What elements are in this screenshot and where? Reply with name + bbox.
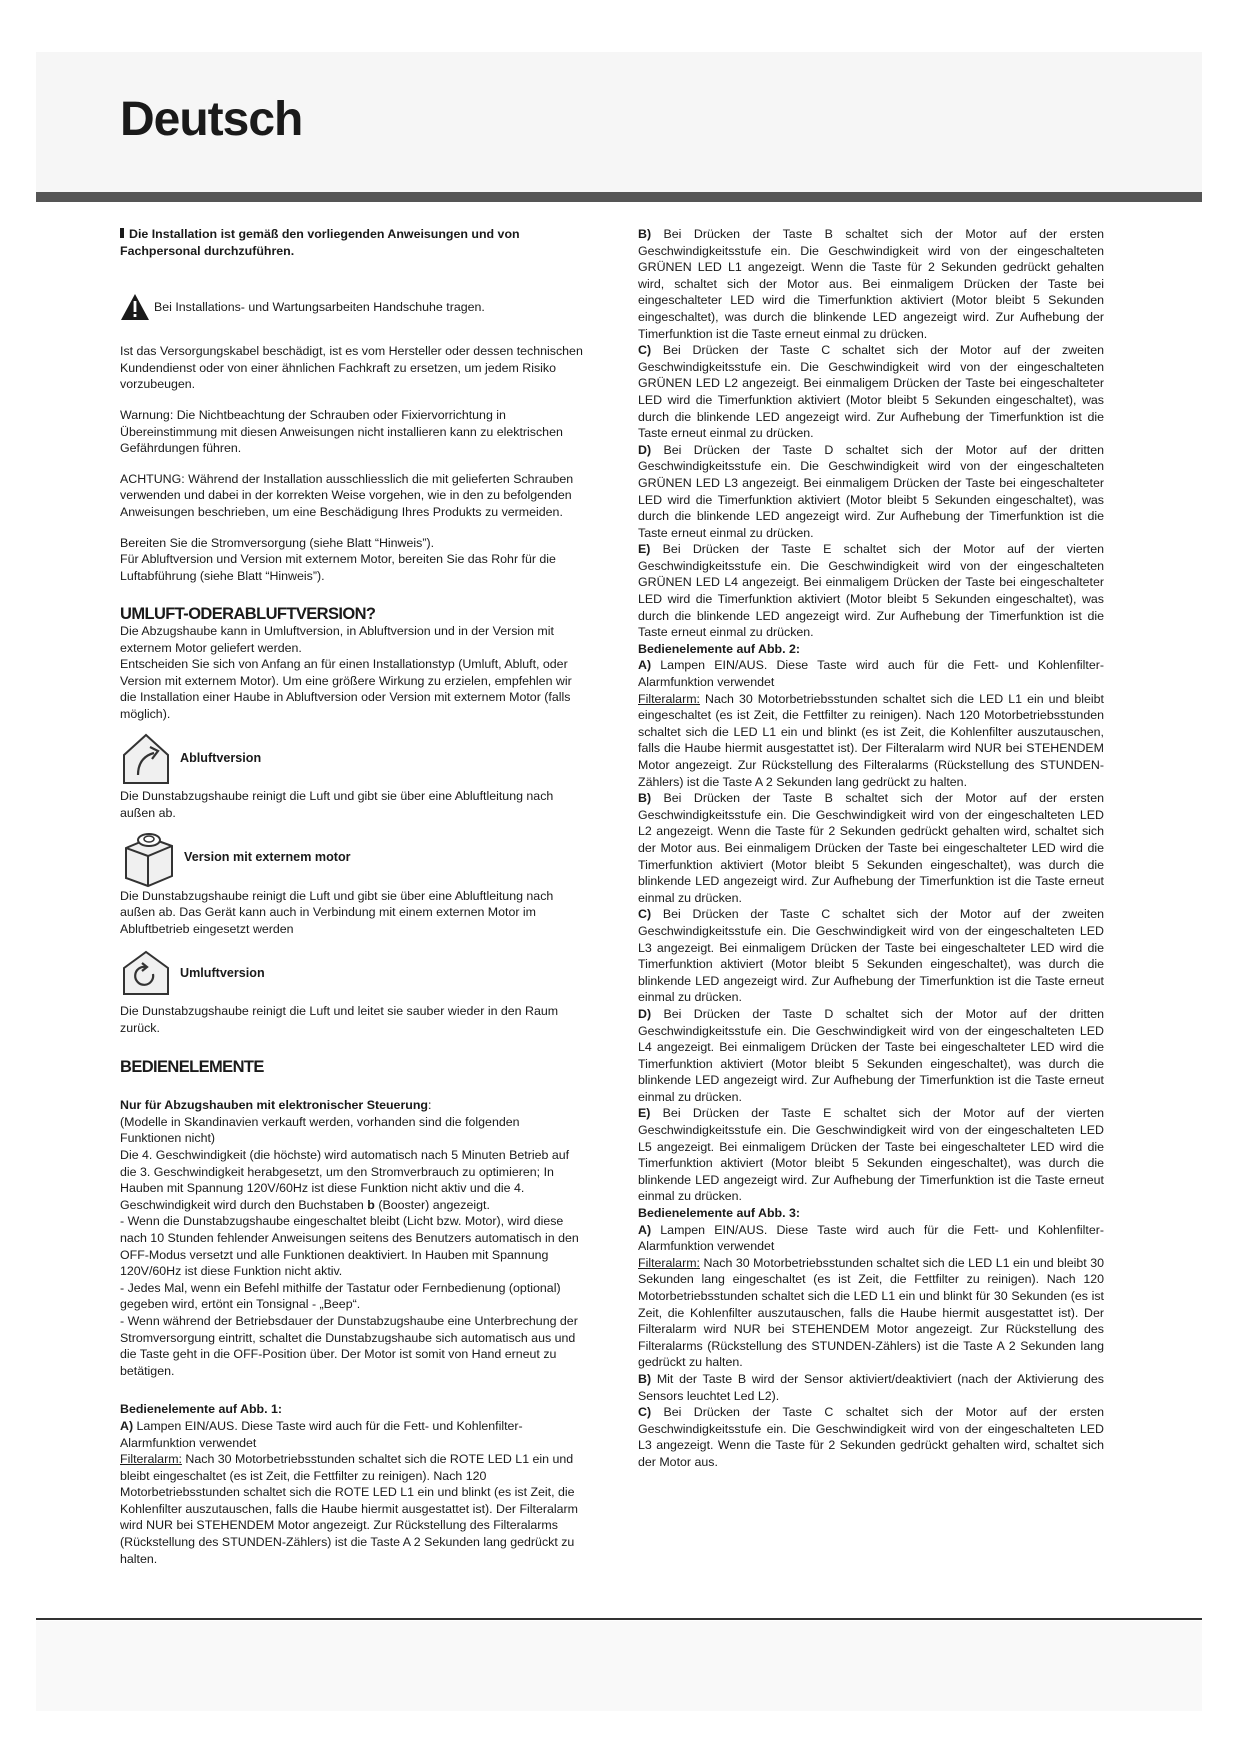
bottom-divider — [36, 1618, 1202, 1620]
abluft-version-label: Abluftversion — [180, 751, 262, 766]
controls-note: (Modelle in Skandinavien verkauft werden, vorhanden sind die folgenden Funktionen nicht) — [120, 1114, 520, 1146]
ducted-house-icon — [120, 731, 172, 785]
abb3-heading: Bedienelemente auf Abb. 3: — [638, 1206, 801, 1221]
duct-paragraph: Für Abluftversion und Version mit externem Motor, bereiten Sie das Rohr für die Luftabführung (siehe Blatt “Hinweis”). — [120, 552, 556, 583]
abb1-item-d: D) Bei Drücken der Taste D schaltet sich der Motor auf der dritten Geschwindigkeitsstufe ein. Die Geschwindigkeit wird von der eingeschalteten GRÜNEN LED L3 angezeigt. Bei einmaligem Drücken der Taste bei eingeschalteter LED wird die Timerfunktion aktiviert (Motor bleibt 5 Sekunden eingeschaltet), was durch die blinkende LED angezeigt wird. Zur Aufhebung der Timerfunktion ist die Taste erneut einmal zu drücken. — [638, 442, 1104, 540]
intro-warning: Die Installation ist gemäß den vorliegenden Anweisungen und von Fachpersonal durchzuführen. — [120, 227, 520, 258]
abb2-item-e: E) Bei Drücken der Taste E schaltet sich der Motor auf der vierten Geschwindigkeitsstufe ein. Die Geschwindigkeit wird von der eingeschalteten LED L5 angezeigt. Bei einmaligem Drücken der Taste bei eingeschalteter LED wird die Timerfunktion aktiviert (Motor bleibt 5 Sekunden eingeschaltet), was durch die blinkende LED angezeigt wird. Zur Aufhebung der Timerfunktion ist die Taste erneut einmal zu drücken. — [638, 1106, 1104, 1204]
external-motor-label: Version mit externem motor — [184, 850, 351, 865]
section-heading-controls: BEDIENELEMENTE — [120, 1057, 264, 1076]
left-column — [120, 226, 584, 1567]
abb2-heading: Bedienelemente auf Abb. 2: — [638, 641, 801, 656]
abb2-item-c: C) Bei Drücken der Taste C schaltet sich der Motor auf der zweiten Geschwindigkeitsstufe ein. Die Geschwindigkeit wird von der eingeschalteten LED L3 angezeigt. Bei einmaligem Drücken der Taste bei eingeschalteter LED wird die Timerfunktion aktiviert (Motor bleibt 5 Sekunden eingeschaltet), was durch die blinkende LED angezeigt wird. Zur Aufhebung der Timerfunktion ist die Taste erneut einmal zu drücken. — [638, 907, 1104, 1005]
abb1-filter-alarm: Filteralarm: Nach 30 Motorbetriebsstunden schaltet sich die ROTE LED L1 ein und bleibt eingeschaltet (es ist Zeit, die Fettfilter zu reinigen). Nach 120 Motorbetriebsstunden schaltet sich die ROTE LED L1 ein und blinkt (es ist Zeit, die Kohlenfilter auszutauschen, falls die Haube hiermit ausgestattet ist). Der Filteralarm wird NUR bei STEHENDEM Motor angezeigt. Zur Rückstellung des Filteralarms (Rückstellung des STUNDEN-Zählers) ist die Taste A 2 Sekunden lang gedrückt zu halten. — [120, 1452, 578, 1566]
warning-triangle-icon — [120, 293, 150, 321]
abb3-filter-alarm: Filteralarm: Nach 30 Motorbetriebsstunden schaltet sich die LED L1 ein und bleibt 30 Sekunden lang eingeschaltet (es ist Zeit, die Fettfilter zu reinigen). Nach 120 Motorbetriebsstunden schaltet sich die LED L1 ein und blinkt für 30 Sekunden (es ist Zeit, die Kohlenfilter auszutauschen, falls die Haube hiermit ausgestattet ist). Der Filteralarm wird NUR bei STEHENDEM Motor angezeigt. Zur Rückstellung des Filteralarms (Rückstellung des STUNDEN-Zählers) ist die Taste A 2 Sekunden lang gedrückt zu halten. — [638, 1255, 1104, 1370]
version-intro: Die Abzugshaube kann in Umluftversion, in Abluftversion und in der Version mit externem Motor geliefert werden. — [120, 623, 554, 655]
bullet-square-icon — [120, 228, 124, 238]
gloves-note: Bei Installations- und Wartungsarbeiten Handschuhe tragen. — [154, 299, 485, 314]
footer-band — [36, 1621, 1202, 1711]
abb3-item-a: A) Lampen EIN/AUS. Diese Taste wird auch für die Fett- und Kohlenfilter-Alarmfunktion verwendet — [638, 1222, 1104, 1254]
umluft-version-label: Umluftversion — [180, 966, 265, 981]
version-advice: Entscheiden Sie sich von Anfang an für einen Installationstyp (Umluft, Abluft, oder Version mit externem Motor). Um eine größere Wirkung zu erzielen, empfehlen wir die Installation einer Haube in Abluftversion oder Version mit externem Motor (falls möglich). — [120, 657, 572, 721]
controls-subheading: Nur für Abzugshauben mit elektronischer Steuerung: — [120, 1098, 432, 1113]
abb1-item-e: E) Bei Drücken der Taste E schaltet sich der Motor auf der vierten Geschwindigkeitsstufe ein. Die Geschwindigkeit wird von der eingeschalteten GRÜNEN LED L4 angezeigt. Bei einmaligem Drücken der Taste bei eingeschalteter LED wird die Timerfunktion aktiviert (Motor bleibt 5 Sekunden eingeschaltet), was durch die blinkende LED angezeigt wird. Zur Aufhebung der Timerfunktion ist die Taste erneut einmal zu drücken. — [638, 542, 1104, 640]
abb1-item-a: A) Lampen EIN/AUS. Diese Taste wird auch für die Fett- und Kohlenfilter-Alarmfunktion verwendet — [120, 1418, 523, 1450]
controls-beep-paragraph: - Jedes Mal, wenn ein Befehl mithilfe der Tastatur oder Fernbedienung (optional) gegeben wird, ertönt ein Tonsignal - „Beep“. — [120, 1280, 561, 1312]
abluft-version-row — [120, 728, 584, 788]
abluft-version-text: Die Dunstabzugshaube reinigt die Luft und gibt sie über eine Abluftleitung nach außen ab. — [120, 789, 554, 821]
abb2-filter-alarm: Filteralarm: Nach 30 Motorbetriebsstunden schaltet sich die LED L1 ein und bleibt eingeschaltet (es ist Zeit, die Fettfilter zu reinigen). Nach 120 Motorbetriebsstunden schaltet sich die LED L1 ein und blinkt (es ist Zeit, die Kohlenfilter auszutauschen, falls die Haube hiermit ausgestattet ist). Der Filteralarm wird NUR bei STEHENDEM Motor angezeigt. Zur Rückstellung des Filteralarms (Rückstellung des STUNDEN-Zählers) ist die Taste A 2 Sekunden lang gedrückt zu halten. — [638, 691, 1104, 789]
external-motor-text: Die Dunstabzugshaube reinigt die Luft und gibt sie über eine Abluftleitung nach außen ab. Das Gerät kann auch in Verbindung mit einem externen Motor im Abluftbetrieb eingesetzt werden — [120, 888, 554, 936]
abb3-item-c: C) Bei Drücken der Taste C schaltet sich der Motor auf der ersten Geschwindigkeitsstufe ein. Die Geschwindigkeit wird von der eingeschalteten LED L3 angezeigt. Wenn die Taste für 2 Sekunden gedrückt gehalten wird, schaltet sich der Motor aus. — [638, 1405, 1104, 1469]
umluft-version-row — [120, 943, 584, 1003]
external-motor-box-icon — [120, 828, 176, 888]
abb1-heading: Bedienelemente auf Abb. 1: — [120, 1402, 283, 1417]
controls-autooff-paragraph: - Wenn die Dunstabzugshaube eingeschaltet bleibt (Licht bzw. Motor), wird diese nach 10 Stunden fehlender Anweisungen seitens des Benutzers automatisch in den OFF-Modus versetzt und alle Funktionen deaktiviert. In Hauben mit Spannung 120V/60Hz ist diese Funktion nicht aktiv. — [120, 1214, 579, 1279]
abb2-item-a: A) Lampen EIN/AUS. Diese Taste wird auch für die Fett- und Kohlenfilter-Alarmfunktion verwendet — [638, 658, 1104, 690]
external-motor-row — [120, 828, 584, 888]
page-title: Deutsch — [120, 93, 303, 146]
abb1-item-c: C) Bei Drücken der Taste C schaltet sich der Motor auf der zweiten Geschwindigkeitsstufe ein. Die Geschwindigkeit wird von der eingeschalteten GRÜNEN LED L2 angezeigt. Bei einmaligem Drücken der Taste bei eingeschalteter LED wird die Timerfunktion aktiviert (Motor bleibt 5 Sekunden eingeschaltet), was durch die blinkende LED angezeigt wird. Zur Aufhebung der Timerfunktion ist die Taste erneut einmal zu drücken. — [638, 343, 1104, 441]
abb3-item-b: B) Mit der Taste B wird der Sensor aktiviert/deaktiviert (nach der Aktivierung des Sensors leuchtet Led L2). — [638, 1371, 1104, 1403]
gloves-warning-row — [120, 293, 584, 321]
section-heading-version: UMLUFT-ODERABLUFTVERSION? — [120, 605, 376, 624]
controls-power-outage-paragraph: - Wenn während der Betriebsdauer der Dunstabzugshaube eine Unterbrechung der Stromversorgung eintritt, schaltet die Dunstabzugshaube sich automatisch aus und die Taste geht in die OFF-Position über. Der Motor ist somit von Hand erneut zu betätigen. — [120, 1313, 578, 1378]
top-divider — [36, 192, 1202, 202]
cable-paragraph: Ist das Versorgungskabel beschädigt, ist es vom Hersteller oder dessen technischen Kundendienst oder von einer ähnlichen Fachkraft zu ersetzen, um jedem Risiko vorzubeugen. — [120, 344, 583, 392]
abb1-item-b: B) Bei Drücken der Taste B schaltet sich der Motor auf der ersten Geschwindigkeitsstufe ein. Die Geschwindigkeit wird von der eingeschalteten GRÜNEN LED L1 angezeigt. Wenn die Taste für 2 Sekunden gedrückt gehalten wird, schaltet sich der Motor aus. Bei einmaligem Drücken der Taste bei eingeschalteter LED wird die Timerfunktion aktiviert (Motor bleibt 5 Sekunden eingeschaltet), was durch die blinkende LED angezeigt wird. Zur Aufhebung der Timerfunktion ist die Taste erneut einmal zu drücken. — [638, 227, 1104, 341]
abb2-item-d: D) Bei Drücken der Taste D schaltet sich der Motor auf der dritten Geschwindigkeitsstufe ein. Die Geschwindigkeit wird von der eingeschalteten LED L4 angezeigt. Bei einmaligem Drücken der Taste bei eingeschalteter LED wird die Timerfunktion aktiviert (Motor bleibt 5 Sekunden eingeschaltet), was durch die blinkende LED angezeigt wird. Zur Aufhebung der Timerfunktion ist die Taste erneut einmal zu drücken. — [638, 1006, 1104, 1104]
abb2-item-b: B) Bei Drücken der Taste B schaltet sich der Motor auf der ersten Geschwindigkeitsstufe ein. Die Geschwindigkeit wird von der eingeschalteten LED L2 angezeigt. Wenn die Taste für 2 Sekunden gedrückt gehalten wird, schaltet sich der Motor aus. Bei einmaligem Drücken der Taste bei eingeschalteter LED wird die Timerfunktion aktiviert (Motor bleibt 5 Sekunden eingeschaltet), was durch die blinkende LED angezeigt wird. Zur Aufhebung der Timerfunktion ist die Taste erneut einmal zu drücken. — [638, 791, 1104, 905]
screws-warning-paragraph: Warnung: Die Nichtbeachtung der Schrauben oder Fixiervorrichtung in Übereinstimmung mit diesen Anweisungen nicht installieren kann zu elektrischen Gefährdungen führen. — [120, 407, 563, 456]
controls-speed-paragraph: Die 4. Geschwindigkeit (die höchste) wird automatisch nach 5 Minuten Betrieb auf die 3. Geschwindigkeit herabgesetzt, um den Stromverbrauch zu optimieren; In Hauben mit Spannung 120V/60Hz ist diese Funktion nicht aktiv und die 4. Geschwindigkeit wird durch den Buchstaben b (Booster) angezeigt. — [120, 1148, 570, 1212]
attention-paragraph: ACHTUNG: Während der Installation ausschliesslich die mit gelieferten Schrauben verwenden und dabei in der korrekten Weise vorgehen, wie in den zu befolgenden Anweisungen beschrieben, um eine Beschädigung Ihres Produkts zu vermeiden. — [120, 471, 574, 519]
umluft-version-text: Die Dunstabzugshaube reinigt die Luft und leitet sie sauber wieder in den Raum zurück. — [120, 1004, 559, 1036]
recirculation-house-icon — [120, 948, 172, 998]
right-column — [638, 226, 1104, 1471]
power-supply-paragraph: Bereiten Sie die Stromversorgung (siehe Blatt “Hinweis”). — [120, 535, 435, 550]
